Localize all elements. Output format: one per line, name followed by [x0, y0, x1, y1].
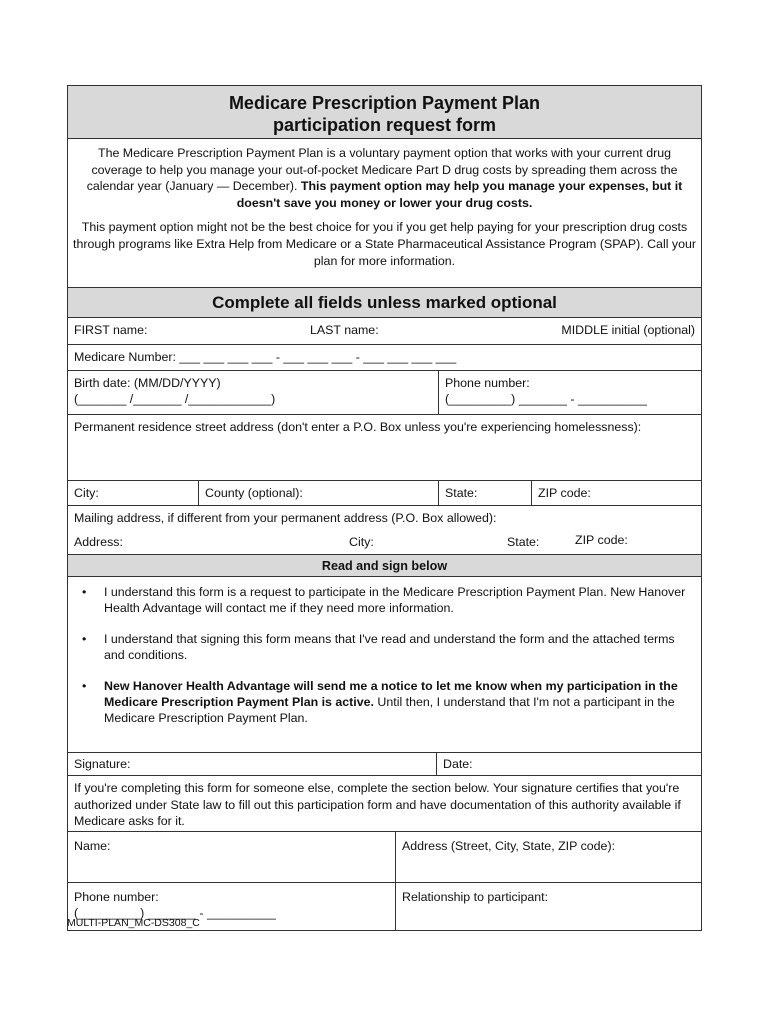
birth-date-blank: (_______ /_______ /____________): [74, 392, 276, 406]
bullet-text-3: [104, 678, 695, 726]
last-name-field[interactable]: LAST name:: [310, 323, 379, 337]
medicare-number-row: [68, 345, 701, 371]
participation-request-form: [67, 85, 702, 931]
bullet-text-3-bold: New Hanover Health Advantage will send me a notice to let me know when my participation in the Medicare Prescription Payment Plan is active.: [104, 679, 678, 709]
list-item: [74, 678, 695, 726]
section-heading-read-sign: Read and sign below: [68, 554, 701, 577]
date-field[interactable]: Date:: [436, 753, 701, 775]
representative-phone-label: Phone number:: [74, 890, 159, 904]
name-row: [68, 318, 701, 345]
middle-initial-field[interactable]: MIDDLE initial (optional): [561, 323, 695, 337]
state-field[interactable]: State:: [438, 481, 531, 505]
relationship-field[interactable]: Relationship to participant:: [395, 883, 701, 930]
form-title-line1: Medicare Prescription Payment Plan: [228, 93, 541, 113]
form-title: [68, 86, 701, 139]
birth-date-label: Birth date: (MM/DD/YYYY): [74, 376, 221, 390]
list-item: [74, 584, 695, 616]
mailing-address-label: Mailing address, if different from your permanent address (P.O. Box allowed):: [74, 511, 497, 525]
mailing-address-fields-row: [68, 532, 701, 554]
mailing-city-field[interactable]: City:: [349, 535, 374, 549]
intro-text: [68, 139, 701, 287]
residence-address-field[interactable]: Permanent residence street address (don't enter a P.O. Box unless you're experiencing homelessness):: [74, 420, 642, 434]
bullet-text-1: I understand this form is a request to participate in the Medicare Prescription Payment Plan. New Hanover Health Advantage will contact me if they need more information.: [104, 585, 686, 615]
form-title-line2: participation request form: [272, 115, 497, 135]
representative-phone-blank: (_________) _______ - __________: [74, 906, 276, 920]
bullet-icon: •: [82, 632, 87, 646]
bullet-text-2: I understand that signing this form means that I've read and understand the form and the attached terms and conditions.: [104, 632, 675, 662]
city-county-state-zip-row: [68, 481, 701, 506]
signature-row: [68, 753, 701, 776]
representative-name-field[interactable]: Name:: [74, 839, 111, 853]
city-field[interactable]: City:: [74, 486, 99, 500]
intro-paragraph-2: This payment option might not be the best choice for you if you get help paying for your prescription drug costs through programs like Extra Help from Medicare or a State Pharmaceutical Assistance Program (SPAP). Call your plan for more information.: [73, 220, 696, 268]
intro-paragraph-1: [71, 145, 698, 211]
first-name-field[interactable]: FIRST name:: [74, 323, 148, 337]
section-heading-complete-fields: Complete all fields unless marked optional: [68, 287, 701, 318]
form-code: MULTI-PLAN_MC-DS308_C: [67, 917, 200, 929]
mailing-zip-field[interactable]: ZIP code:: [575, 533, 628, 547]
phone-number-field[interactable]: [438, 371, 701, 414]
birth-date-field[interactable]: [68, 371, 438, 414]
phone-number-blank: (_________) _______ - __________: [445, 392, 647, 406]
mailing-address-field[interactable]: Address:: [74, 535, 123, 549]
signature-field[interactable]: Signature:: [74, 757, 131, 771]
representative-name-row: [68, 832, 701, 883]
mailing-address-row: [68, 506, 701, 532]
medicare-number-field[interactable]: Medicare Number: ___ ___ ___ ___ - ___ ___ ___ - ___ ___ ___ ___: [74, 350, 457, 364]
list-item: [74, 631, 695, 663]
phone-number-label: Phone number:: [445, 376, 530, 390]
intro-p1-text: The Medicare Prescription Payment Plan is a voluntary payment option that works with your current drug coverage to help you manage your out-of-pocket Medicare Part D drug costs by spreading them across the calendar year (January — December).: [86, 146, 678, 194]
county-field[interactable]: County (optional):: [198, 481, 438, 505]
residence-address-row: [68, 415, 701, 481]
birth-phone-row: [68, 371, 701, 415]
bullet-icon: •: [82, 679, 87, 693]
zip-code-field[interactable]: ZIP code:: [531, 481, 701, 505]
representative-address-field[interactable]: Address (Street, City, State, ZIP code):: [395, 832, 701, 882]
intro-p1-bold: This payment option may help you manage your expenses, but it doesn't save you money or lower your drug costs.: [236, 179, 683, 210]
bullet-text-3-plain: Until then, I understand that I'm not a participant in the Medicare Prescription Payment Plan.: [104, 695, 675, 725]
bullet-icon: •: [82, 585, 87, 599]
authorized-representative-note: If you're completing this form for someone else, complete the section below. Your signature certifies that you're authorized under State law to fill out this participation form and have documentation of this authority available if Medicare asks for it.: [68, 776, 701, 832]
mailing-state-field[interactable]: State:: [507, 535, 540, 549]
acknowledgement-list: [68, 577, 701, 753]
